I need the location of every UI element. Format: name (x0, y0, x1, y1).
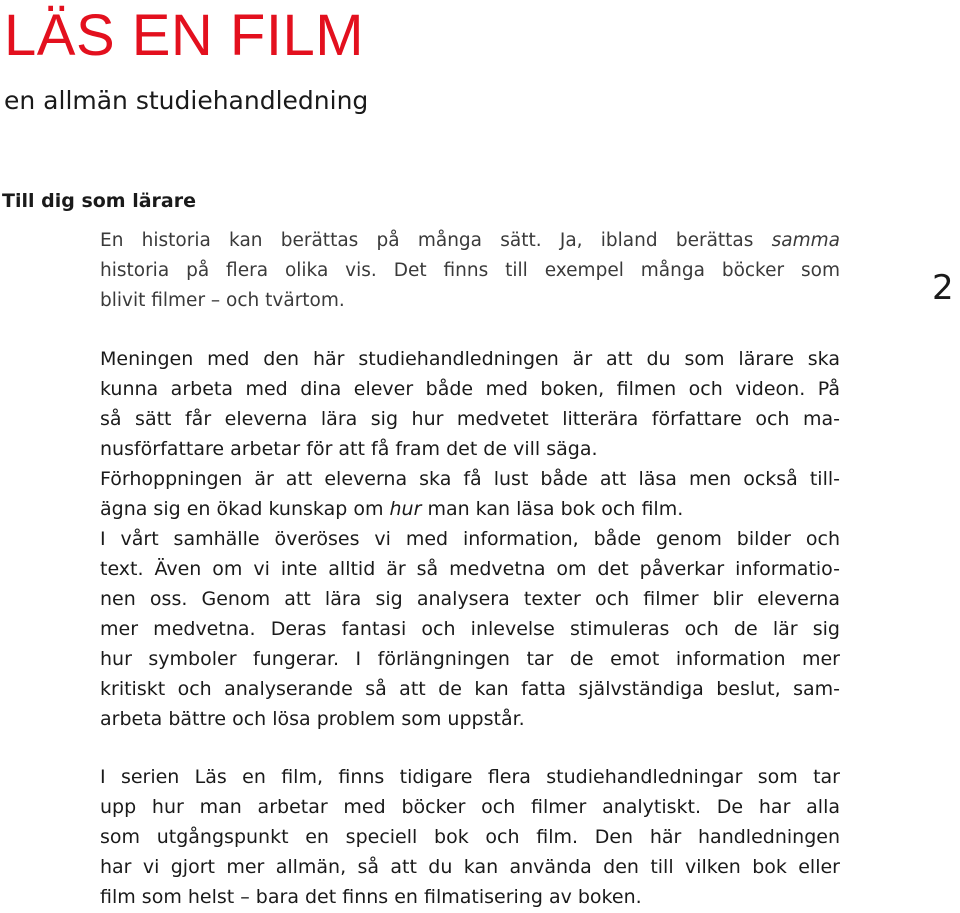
text-line: text. Även om vi inte alltid är så medvetna om det påverkar informatio- (100, 558, 840, 580)
text-line: mer medvetna. Deras fantasi och inlevelse stimuleras och de lär sig (100, 618, 840, 640)
text-line: har vi gjort mer allmän, så att du kan använda den till vilken bok eller (100, 856, 840, 878)
text-line: upp hur man arbetar med böcker och filmer analytiskt. De har alla (100, 796, 840, 818)
text-line (100, 494, 840, 524)
text-run: En historia kan berättas på många sätt. Ja, ibland berättas (100, 230, 772, 251)
text-line: som utgångspunkt en speciell bok och film. Den här handledningen (100, 826, 840, 848)
text-line: kunna arbeta med dina elever både med boken, filmen och videon. På (100, 378, 840, 400)
text-line: nusförfattare arbetar för att få fram det de vill säga. (100, 438, 598, 460)
emphasis-text: samma (771, 230, 840, 251)
series-paragraph (100, 762, 840, 912)
page-subtitle: en allmän studiehandledning (4, 86, 369, 115)
text-line (100, 226, 840, 256)
text-line: hur symboler fungerar. I förlängningen tar de emot information mer (100, 648, 840, 670)
text-line: film som helst – bara det finns en filmatisering av boken. (100, 886, 642, 908)
text-line: blivit filmer – och tvärtom. (100, 290, 345, 311)
text-line: arbeta bättre och lösa problem som uppstår. (100, 708, 525, 730)
text-line: Meningen med den här studiehandledningen är att du som lärare ska (100, 348, 840, 370)
text-run: ägna sig en ökad kunskap om (100, 498, 390, 520)
page-number: 2 (932, 268, 954, 308)
text-run: man kan läsa bok och film. (421, 498, 684, 520)
text-line: I vårt samhälle överöses vi med information, både genom bilder och (100, 528, 840, 550)
text-line: Förhoppningen är att eleverna ska få lust både att läsa men också till- (100, 468, 840, 490)
text-line: kritiskt och analyserande så att de kan fatta självständiga beslut, sam- (100, 678, 840, 700)
page-title: LÄS EN FILM (4, 3, 365, 68)
section-heading: Till dig som lärare (2, 190, 196, 212)
text-line: historia på flera olika vis. Det finns till exempel många böcker som (100, 260, 840, 281)
main-paragraph (100, 344, 840, 734)
emphasis-text: hur (389, 498, 422, 520)
intro-paragraph (100, 226, 840, 316)
text-line: nen oss. Genom att lära sig analysera texter och filmer blir eleverna (100, 588, 840, 610)
text-line: så sätt får eleverna lära sig hur medvetet litterära författare och ma- (100, 408, 840, 430)
text-line: I serien Läs en film, finns tidigare flera studiehandledningar som tar (100, 766, 840, 788)
